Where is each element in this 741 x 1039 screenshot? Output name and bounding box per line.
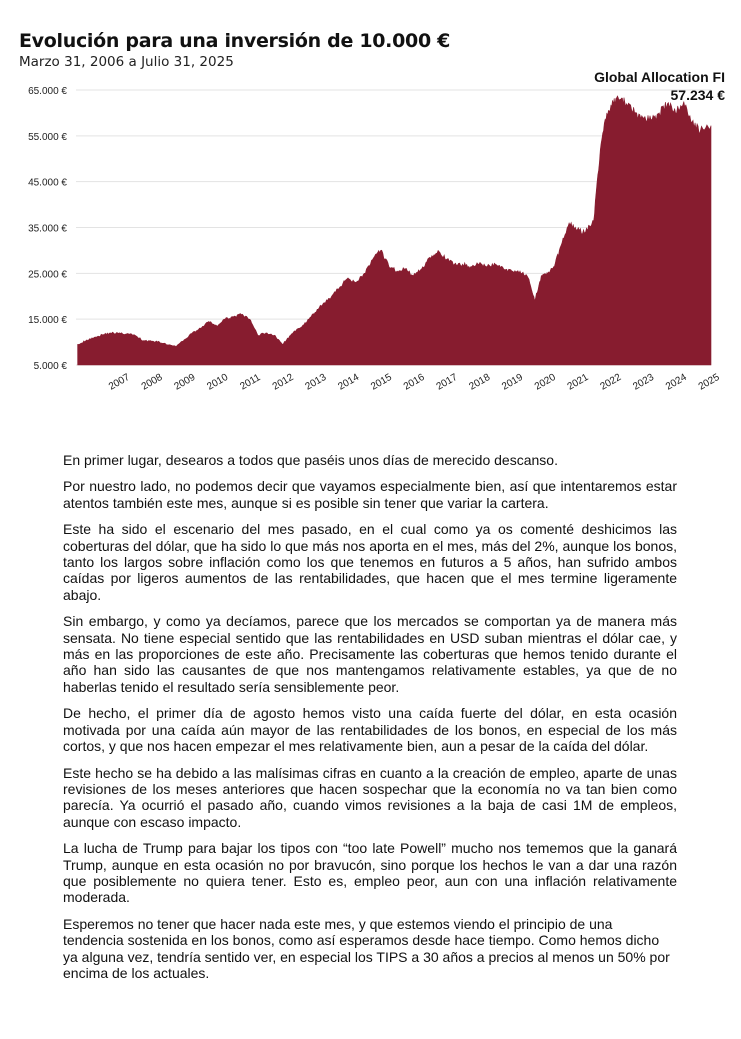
x-tick-label: 2018: [467, 371, 493, 393]
y-tick-label: 55.000 €: [28, 131, 67, 143]
x-tick-label: 2011: [238, 372, 263, 393]
y-tick-label: 25.000 €: [28, 269, 67, 281]
x-tick-label: 2012: [270, 371, 296, 393]
area-series: [78, 96, 711, 365]
series-end-value: 57.234 €: [670, 87, 725, 103]
x-tick-label: 2007: [106, 371, 132, 393]
x-tick-label: 2008: [139, 371, 165, 393]
x-tick-label: 2024: [663, 371, 689, 393]
article-paragraph: Este ha sido el escenario del mes pasado, en el cual como ya os comenté deshicimos las coberturas del dólar, que ha sido lo que más nos aporta en el mes, más del 2%, aunque los bonos, tanto los largos sobre inflación como los que tenemos en futuros a 5 años, han sufrido ambos caídas por ligeros aumentos de las rentabilidades, que hacen que el mes termine ligeramente abajo.: [63, 521, 677, 603]
x-tick-label: 2025: [696, 371, 722, 393]
article-paragraph: Este hecho se ha debido a las malísimas cifras en cuanto a la creación de empleo, aparte de unas revisiones de los meses anteriores que hacen sospechar que la economía no va tan bien como parecía. Ya ocurrió el pasado año, cuando vimos revisiones a la baja de casi 1M de empleos, aunque con escaso impacto.: [63, 764, 677, 830]
article-paragraph: Sin embargo, y como ya decíamos, parece que los mercados se comportan ya de manera más sensata. No tiene especial sentido que las rentabilidades en USD suban mientras el dólar cae, y más en las proporciones de este año. Precisamente las coberturas que hemos tenido durante el año han sido las causantes de que nos mantengamos relativamente estables, ya que de no haberlas tenido el resultado sería sensiblemente peor.: [63, 613, 677, 695]
article-paragraph: En primer lugar, desearos a todos que paséis unos días de merecido descanso.: [63, 452, 558, 468]
y-tick-label: 35.000 €: [28, 223, 67, 235]
x-tick-label: 2017: [434, 371, 460, 393]
y-tick-label: 5.000 €: [33, 361, 67, 372]
x-tick-label: 2009: [172, 371, 198, 393]
x-tick-label: 2020: [532, 371, 558, 393]
page-title: Evolución para una inversión de 10.000 €: [19, 30, 451, 52]
x-tick-label: 2019: [500, 371, 525, 393]
article-paragraph: Esperemos no tener que hacer nada este mes, y que estemos viendo el principio de una tendencia sostenida en los bonos, como así esperamos desde hace tiempo. Como hemos dicho ya alguna vez, tendría sentido ver, en especial los TIPS a 30 años a precios al menos un 50% por encima de los actuales.: [63, 915, 670, 981]
y-tick-label: 45.000 €: [28, 177, 67, 189]
x-tick-label: 2022: [598, 371, 624, 393]
article-body: [63, 452, 677, 991]
x-tick-label: 2010: [205, 371, 231, 393]
x-tick-label: 2015: [369, 371, 394, 393]
y-tick-label: 65.000 €: [28, 86, 67, 97]
x-tick-label: 2013: [303, 371, 329, 393]
x-tick-label: 2016: [401, 371, 427, 393]
article-paragraph: De hecho, el primer día de agosto hemos visto una caída fuerte del dólar, en esta ocasión motivada por una caída aún mayor de las rentabilidades de los bonos, en especial de los más cortos, y que nos hacen empezar el mes relativamente bien, aun a pesar de la caída del dólar.: [63, 705, 677, 755]
y-axis: [28, 86, 67, 372]
series-name: Global Allocation FI: [594, 69, 725, 85]
x-tick-label: 2021: [565, 371, 591, 393]
y-tick-label: 15.000 €: [28, 315, 67, 327]
x-tick-label: 2014: [336, 371, 362, 393]
x-tick-label: 2023: [631, 371, 656, 393]
page-subtitle: Marzo 31, 2006 a Julio 31, 2025: [19, 54, 234, 70]
article-paragraph: Por nuestro lado, no podemos decir que vayamos especialmente bien, así que intentaremos estar atentos también este mes, aunque si es posible sin tener que variar la cartera.: [63, 478, 677, 511]
x-axis: [107, 372, 722, 393]
article-paragraph: La lucha de Trump para bajar los tipos con “too late Powell” mucho nos tememos que la ganará Trump, aunque en esta ocasión no por bravucón, sino porque los hechos le van a dar una razón que posiblemente no quiera tener. Esto es, empleo peor, aun con una inflación relativamente moderada.: [63, 840, 677, 906]
fund-evolution-chart: [0, 78, 741, 408]
